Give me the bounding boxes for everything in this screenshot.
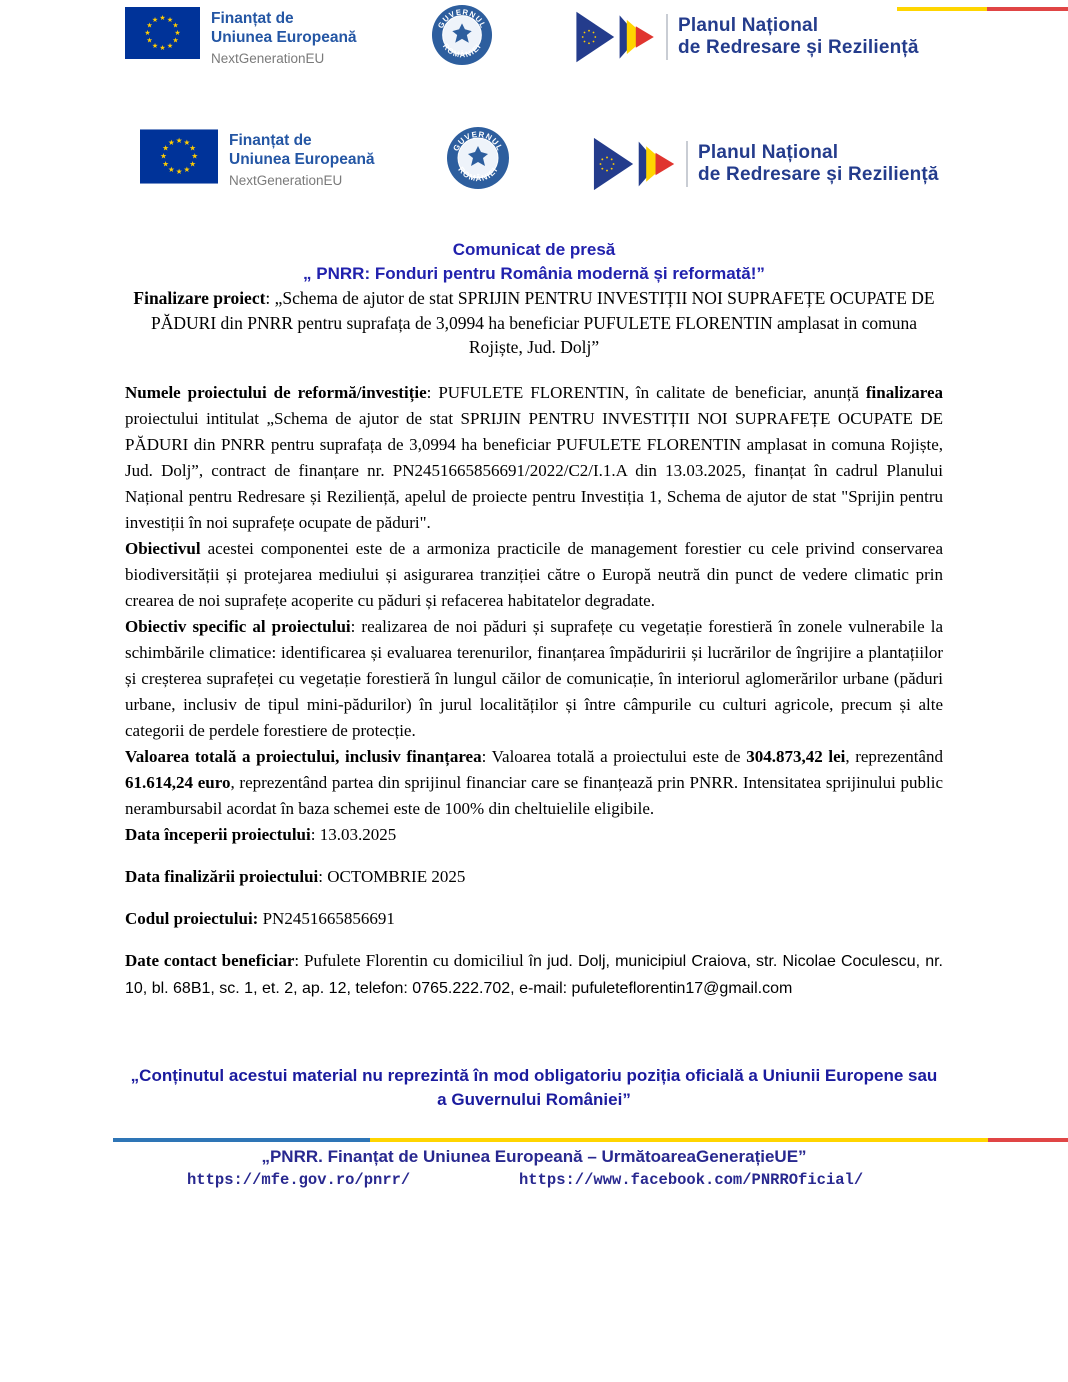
pnrr-logo-line2: de Redresare și Reziliență xyxy=(698,164,939,185)
svg-text:★: ★ xyxy=(167,138,175,147)
pnrr-logo-divider xyxy=(686,141,688,187)
svg-text:★: ★ xyxy=(144,29,151,37)
svg-text:★: ★ xyxy=(159,44,166,52)
paragraph-contact: Date contact beneficiar: Pufulete Florentin cu domiciliul în jud. Dolj, municipiul Craiova, str. Nicolae Coculescu, nr. 10, bl. 68B1, sc. 1, et. 2, ap. 12, telefon: 0765.222.702, e-mail: pufuleteflorentin17@gmail.com xyxy=(125,951,943,997)
svg-text:★: ★ xyxy=(151,42,159,50)
svg-text:GUVERNUL: GUVERNUL xyxy=(451,129,505,153)
paragraph-end-date: Data finalizării proiectului: OCTOMBRIE 2025 xyxy=(125,867,466,886)
press-release-slogan: „ PNRR: Fonduri pentru România modernă și reformată!” xyxy=(303,264,765,283)
svg-text:★: ★ xyxy=(183,138,191,147)
svg-text:★: ★ xyxy=(172,21,179,30)
eu-logo-line3: NextGenerationEU xyxy=(211,51,325,66)
pnrr-logo-row2 xyxy=(590,136,939,192)
eu-logo-line3: NextGenerationEU xyxy=(229,173,343,188)
footer-rule-blue-segment xyxy=(113,1138,370,1142)
government-seal-icon xyxy=(446,126,510,190)
svg-text:★: ★ xyxy=(167,166,175,175)
pnrr-triangles-icon xyxy=(590,136,680,192)
svg-text:★: ★ xyxy=(183,166,191,175)
pnrr-logo-row1 xyxy=(572,10,919,64)
svg-text:★: ★ xyxy=(172,36,179,45)
beneficiary-email: pufuleteflorentin17@gmail.com xyxy=(571,980,793,997)
romanian-government-seal-row2 xyxy=(446,126,510,195)
svg-text:★: ★ xyxy=(162,160,169,169)
pnrr-logo-divider xyxy=(666,14,668,60)
footer-link-facebook[interactable]: https://www.facebook.com/PNRROficial/ xyxy=(519,1171,864,1189)
eu-logo-line1: Finanțat de xyxy=(229,132,312,149)
project-finalization-title: Finalizare proiect: „Schema de ajutor de stat SPRIJIN PENTRU INVESTIȚII NOI SUPRAFEȚE OCUPATE DE PĂDURI din PNRR pentru suprafața de 3,0994 ha beneficiar PUFULETE FLORENTIN amplasat in comuna Rojiște, Jud. Dolj” xyxy=(133,288,935,357)
pnrr-triangles-icon xyxy=(572,10,660,64)
top-rule-red-segment xyxy=(987,7,1068,11)
svg-text:★: ★ xyxy=(146,36,153,45)
paragraph-project-name: Numele proiectului de reformă/investiție: PUFULETE FLORENTIN, în calitate de beneficiar, anunță finalizarea proiectului intitulat „Schema de ajutor de stat SPRIJIN PENTRU INVESTIȚII NOI SUPRAFEȚE OCUPATE DE PĂDURI din PNRR pentru suprafața de 3,0994 ha beneficiar PUFULETE FLORENTIN amplasat in comuna Rojiște, Jud. Dolj”, contract de finanțare nr. PN2451665856691/2022/C2/I.1.A din 13.03.2025, finanțat în cadrul Planului Național pentru Redresare și Reziliență, apelul de proiecte pentru Investiția 1, Schema de ajutor de stat "Sprijin pentru investiții în noi suprafețe ocupate de păduri". xyxy=(125,383,944,532)
eu-flag-icon xyxy=(125,7,200,59)
body-text xyxy=(125,380,943,1002)
eu-logo-line2: Uniunea Europeană xyxy=(229,151,375,168)
pnrr-logo-line1: Planul Național xyxy=(678,15,819,36)
paragraph-specific-objective: Obiectiv specific al proiectului: realizarea de noi păduri și suprafețe cu vegetație forestieră în zonele vulnerabile la schimbările climatice: identificarea și evaluarea terenurilor, finanțarea împăduririi și lucrărilor de îngrijire a plantațiilor și creșterea suprafeței cu vegetație forestieră în lungul căilor de comunicație, în interiorul aglomerărilor urbane (păduri urbane, inclusiv de tipul mini-pădurilor) în jurul localităților și între câmpurile cu culturi agricole, precum și alte categorii de perdele forestiere de protecție. xyxy=(125,617,943,740)
disclaimer-text: „Conținutul acestui material nu reprezintă în mod obligatoriu poziția oficială a Uniunii Europene sau a Guvernului României” xyxy=(130,1066,938,1109)
svg-text:★: ★ xyxy=(151,16,159,24)
paragraph-start-date: Data începerii proiectului: 13.03.2025 xyxy=(125,825,397,844)
svg-text:★: ★ xyxy=(166,42,174,50)
eu-funding-logo-row1 xyxy=(125,7,357,68)
paragraph-objective: Obiectivul acestei componentei este de a armoniza practicile de management forestier cu cele privind conservarea biodiversității și protejarea mediului și asigurarea tranziției către o Europă neutră din punct de vedere climatic prin crearea de noi suprafețe acoperite cu păduri și refacerea habitatelor degradate. xyxy=(125,539,943,610)
eu-flag-icon xyxy=(140,129,218,184)
eu-logo-line2: Uniunea Europeană xyxy=(211,29,357,46)
government-seal-icon xyxy=(431,4,493,66)
title-block xyxy=(125,238,943,360)
svg-text:★: ★ xyxy=(175,168,183,177)
pnrr-logo-line2: de Redresare și Reziliență xyxy=(678,37,919,58)
svg-text:★: ★ xyxy=(146,21,153,30)
paragraph-project-code: Codul proiectului: PN2451665856691 xyxy=(125,909,395,928)
paragraph-total-value: Valoarea totală a proiectului, inclusiv finanțarea: Valoarea totală a proiectului este de 304.873,42 lei, reprezentând 61.614,24 euro, reprezentând partea din sprijinul financiar care se finanțează prin PNRR. Intensitatea sprijinului public nerambursabil acordat în baza schemei este de 100% din cheltuielile eligibile. xyxy=(125,747,943,818)
press-release-heading: Comunicat de presă xyxy=(452,240,616,259)
footer-slogan: „PNRR. Finanțat de Uniunea Europeană – UrmătoareaGenerațieUE” xyxy=(261,1147,807,1166)
svg-text:ROMÂNIEI: ROMÂNIEI xyxy=(456,165,500,184)
svg-text:★: ★ xyxy=(191,152,198,161)
footer-rule-red-segment xyxy=(988,1138,1068,1142)
romanian-government-seal-row1 xyxy=(431,4,493,71)
pnrr-logo-line1: Planul Național xyxy=(698,142,839,163)
footer-link-mfe[interactable]: https://mfe.gov.ro/pnrr/ xyxy=(187,1171,411,1189)
svg-text:★: ★ xyxy=(159,14,166,22)
eu-logo-line1: Finanțat de xyxy=(211,10,294,27)
eu-funding-logo-row2 xyxy=(140,129,375,190)
footer-rule-yellow-segment xyxy=(370,1138,988,1142)
svg-text:★: ★ xyxy=(162,144,169,153)
svg-text:GUVERNUL: GUVERNUL xyxy=(436,7,488,30)
svg-text:★: ★ xyxy=(189,160,196,169)
svg-text:★: ★ xyxy=(175,136,183,145)
svg-text:★: ★ xyxy=(160,152,167,161)
finalizare-proiect-label: Finalizare proiect xyxy=(133,288,266,308)
svg-text:★: ★ xyxy=(174,29,181,37)
svg-text:★: ★ xyxy=(189,144,196,153)
svg-text:★: ★ xyxy=(166,16,174,24)
svg-text:ROMÂNIEI: ROMÂNIEI xyxy=(440,41,484,60)
